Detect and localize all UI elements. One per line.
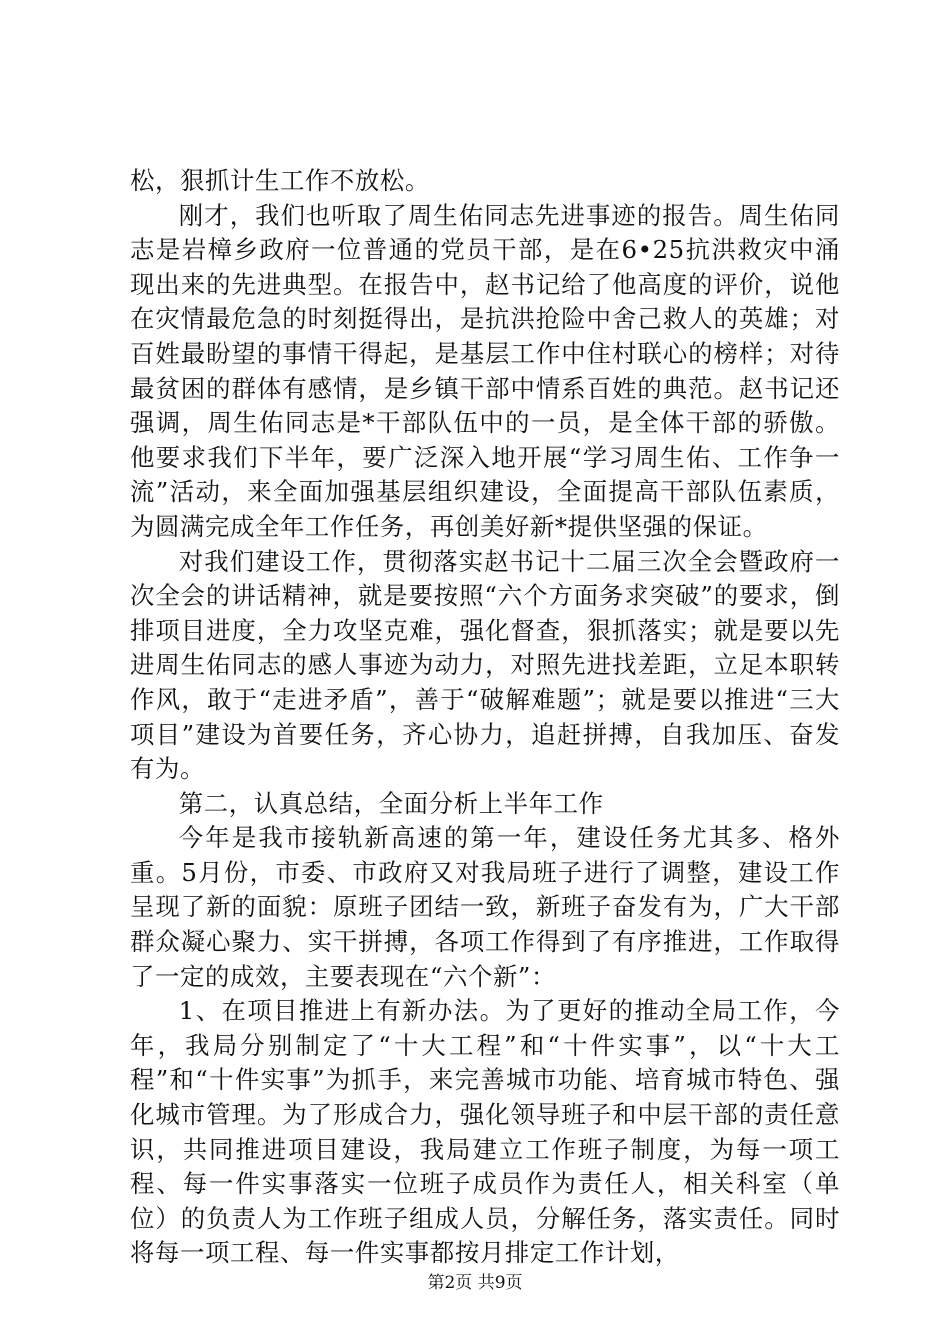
paragraph-project-methods: 1、在项目推进上有新办法。为了更好的推动全局工作，今年，我局分别制定了“十大工程”和“十件实事”，以“十大工程”和“十件实事”为抓手，来完善城市功能、培育城市特色、强化城市管理。为了形成合力，强化领导班子和中层干部的责任意识，共同推进项目建设，我局建立工作班子制度，为每一项工程、每一件实事落实一位班子成员作为责任人，相关科室（单位）的负责人为工作班子组成人员，分解任务，落实责任。同时将每一项工程、每一件实事都按月排定工作计划， <box>130 996 840 1268</box>
page-number-footer: 第2页 共9页 <box>427 1273 523 1293</box>
section-heading-second: 第二，认真总结，全面分析上半年工作 <box>178 788 604 818</box>
paragraph-implementation: 对我们建设工作，贯彻落实赵书记十二届三次全会暨政府一次全会的讲话精神，就是要按照“六个方面务求突破”的要求，倒排项目进度，全力攻坚克难，强化督查，狠抓落实；就是要以先进周生佑同志的感人事迹为动力，对照先进找差距，立足本职转作风，敢于“走进矛盾”，善于“破解难题”；就是要以推进“三大项目”建设为首要任务，齐心协力，追赶拼搏，自我加压、奋发有为。 <box>130 546 840 784</box>
paragraph-zhou-report: 刚才，我们也听取了周生佑同志先进事迹的报告。周生佑同志是岩樟乡政府一位普通的党员干部，是在6•25抗洪救灾中涌现出来的先进典型。在报告中，赵书记给了他高度的评价，说他在灾情最危急的时刻挺得出，是抗洪抢险中舍己救人的英雄；对百姓最盼望的事情干得起，是基层工作中住村联心的榜样；对待最贫困的群体有感情，是乡镇干部中情系百姓的典范。赵书记还强调，周生佑同志是*干部队伍中的一员，是全体干部的骄傲。他要求我们下半年，要广泛深入地开展“学习周生佑、工作争一流”活动，来全面加强基层组织建设，全面提高干部队伍素质，为圆满完成全年工作任务，再创美好新*提供坚强的保证。 <box>130 200 840 541</box>
paragraph-this-year: 今年是我市接轨新高速的第一年，建设任务尤其多、格外重。5月份，市委、市政府又对我局班子进行了调整，建设工作呈现了新的面貌：原班子团结一致，新班子奋发有为，广大干部群众凝心聚力、实干拼搏，各项工作得到了有序推进，工作取得了一定的成效，主要表现在“六个新”： <box>130 823 840 991</box>
document-body <box>130 164 840 1271</box>
paragraph-continuation: 松，狠抓计生工作不放松。 <box>130 166 430 195</box>
